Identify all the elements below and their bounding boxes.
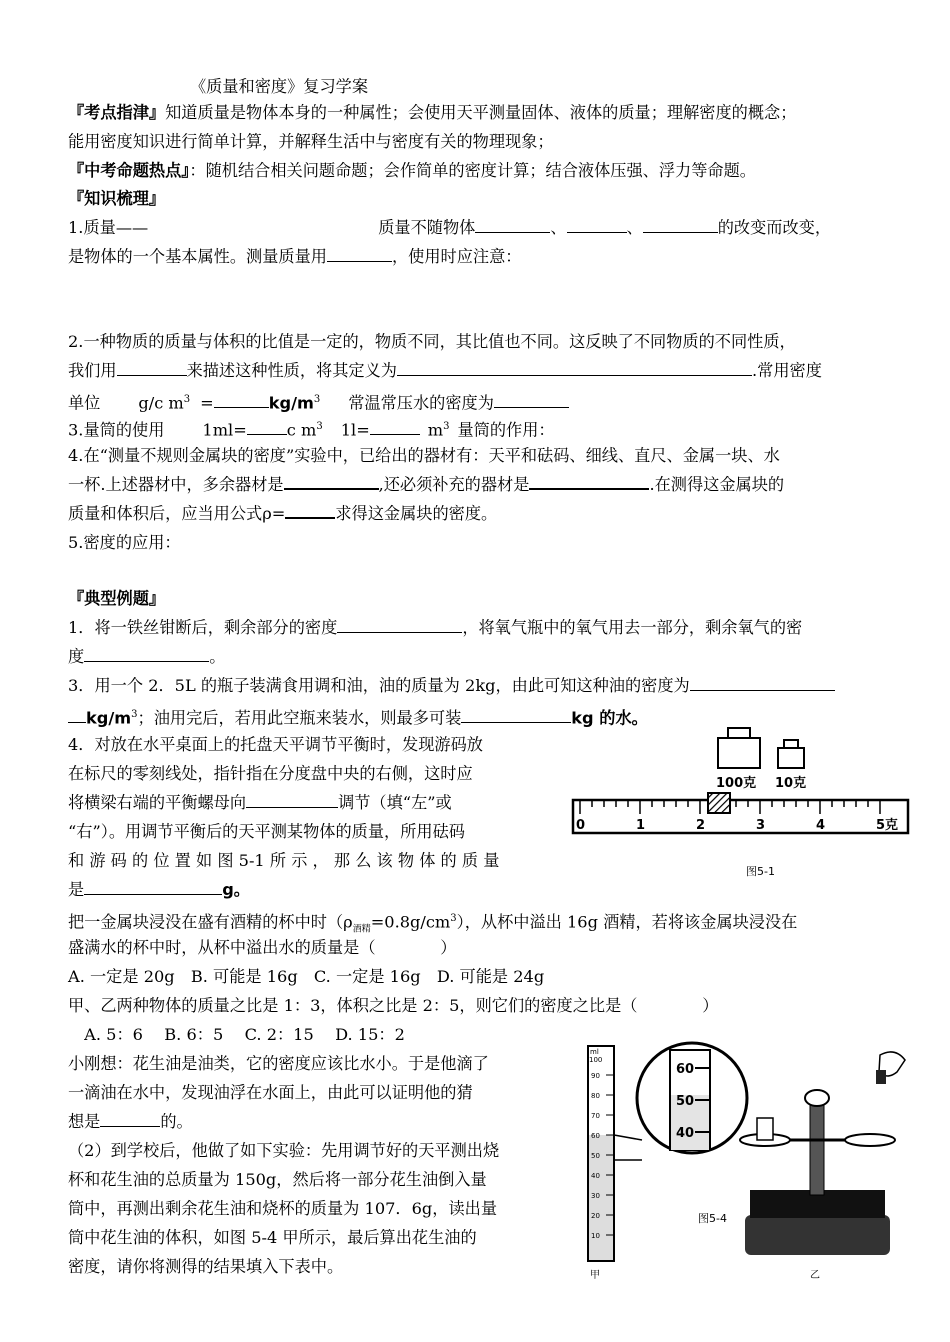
dianxing-heading: 『典型例题』 [68,589,166,608]
e4-line1: 4．对放在水平桌面上的托盘天平调节平衡时，发现游码放 [68,735,483,754]
e1-d: 。 [209,647,226,666]
e4-line5: 和 游 码 的 位 置 如 图 5-1 所 示 ， 那 么 该 物 体 的 质 量 [68,851,500,870]
cylinder-tick-label: 90 [591,1072,600,1080]
e5-options: A. 一定是 20g B. 可能是 16g C. 一定是 16g D. 可能是 24g [68,967,545,986]
kaodian-line [68,98,796,127]
e4-l3a: 将横梁右端的平衡螺母向 [68,793,247,812]
scale-tick-label: 5克 [876,818,899,833]
scale-bar [573,800,908,833]
k3-a: 3.量筒的使用 [68,420,165,440]
k4-e: 质量和体积后，应当用公式ρ= [68,504,286,523]
redian-text: ：随机结合相关问题命题；会作简单的密度计算；结合液体压强、浮力等命题。 [189,161,756,180]
blank[interactable] [494,389,569,408]
e4-l6b: g。 [222,880,250,899]
zhishi-heading: 『知识梳理』 [68,189,166,208]
cylinder-tick-label: 60 [591,1132,600,1140]
e1-a: 1．将一铁丝钳断后，剩余部分的密度 [68,618,338,637]
e3-d: kg 的水。 [571,708,648,728]
e1-b: ，将氧气瓶中的氧气用去一部分，剩余氧气的密 [462,618,803,637]
blank[interactable] [285,499,335,519]
e5-line2: 盛满水的杯中时，从杯中溢出水的质量是（ ） [68,938,457,957]
cylinder-tick-label: 30 [591,1192,600,1200]
e3-line2: $kg/m^3$；油用完后，若用此空瓶来装水，则最多可装 kg 的水。 [68,700,648,732]
e1-line2 [68,642,225,671]
e7-line8: 密度，请你将测得的结果填入下表中。 [68,1257,344,1276]
k2-d: .常用密度 [752,361,822,380]
e7-line3 [68,1107,193,1136]
k4-d: .在测得这金属块的 [649,475,785,494]
k3-c: c m [286,420,317,440]
zoom-tick-label: 60 [676,1062,695,1077]
e4-l6a: 是 [68,880,85,899]
blank[interactable] [567,214,627,233]
scale-tick-label: 2 [696,818,706,833]
weight-100g-icon [718,728,760,768]
e5-line1: 把一金属块浸没在盛有酒精的杯中时$(\rho_{酒精}=0.8g/cm^3)$，从杯中溢出 16g 酒精，若将该金属块浸没在 [68,912,798,935]
cylinder-unit: ml [590,1048,599,1056]
kaodian-label: 『考点指津』 [68,103,166,122]
scale-tick-label: 0 [576,818,586,833]
blank[interactable] [397,357,752,376]
blank[interactable] [84,643,209,662]
e4-line2: 在标尺的零刻线处，指针指在分度盘中央的右侧，这时应 [68,764,473,783]
k3-d: 1l= [340,420,370,440]
scale-tick-label: 4 [816,818,826,833]
e4-line4: “右”）。用调节平衡后的天平测某物体的质量，所用砝码 [68,822,465,841]
scale-tick-label: 3 [756,818,766,833]
kaodian-text: 知道质量是物体本身的一种属性；会使用天平测量固体、液体的质量；理解密度的概念； [165,103,797,122]
figure-5-4 [580,1040,920,1285]
blank[interactable] [475,214,550,233]
k2-line2 [68,356,822,385]
k2-line1: 2.一种物质的质量与体积的比值是一定的，物质不同，其比值也不同。这反映了不同物质的不同性质， [68,332,796,351]
redian-line [68,156,756,185]
k2-b: 我们用 [68,361,117,380]
k3-b: 1ml= [202,420,247,440]
e6-options: A. 5：6 B. 6：5 C. 2：15 D. 15：2 [68,1025,405,1044]
kaodian-line2: 能用密度知识进行简单计算，并解释生活中与密度有关的物理现象； [68,132,554,151]
k1-e: 的改变而改变， [717,218,832,237]
rider [708,793,730,813]
redian-label: 『中考命题热点』 [68,161,190,180]
e3-line1 [68,671,835,700]
zoom-tick-label: 40 [676,1126,695,1141]
cylinder-top-label: 100 [589,1056,603,1064]
e7-line1: 小刚想：花生油是油类，它的密度应该比水小。于是他滴了 [68,1054,489,1073]
k3-f: 量筒的作用： [457,420,555,440]
cylinder-tick-label: 80 [591,1092,600,1100]
weight-100g-label: 100克 [716,776,757,791]
blank[interactable] [461,704,571,723]
e7-l3a: 想是 [68,1112,101,1131]
blank[interactable] [643,214,718,233]
e7-line2: 一滴油在水中，发现油浮在水面上，由此可以证明他的猜 [68,1083,473,1102]
e3-a: 3．用一个 2．5L 的瓶子装满食用调和油，油的质量为 2kg，由此可知这种油的密度为 [68,676,690,695]
cylinder-tick-label: 50 [591,1152,600,1160]
k4-f: 求得这金属块的密度。 [335,504,498,523]
figure-5-1 [568,725,913,885]
cylinder-tick-label: 70 [591,1112,600,1120]
figure-5-1-caption: 图5-1 [746,865,775,878]
k1-c: 、 [550,218,567,237]
cylinder-tick-label: 10 [591,1232,600,1240]
cylinder-tick-label: 20 [591,1212,600,1220]
blank[interactable] [370,416,420,435]
k1-g: ，使用时应注意： [392,247,522,266]
k2-i: 常温常压水的密度为 [348,393,494,413]
k2-g: = [200,393,214,413]
e7-line5: 杯和花生油的总质量为 150g，然后将一部分花生油倒入量 [68,1170,487,1189]
blank[interactable] [246,789,338,808]
k1-d: 、 [626,218,643,237]
figure-5-4-caption: 图5-4 [698,1212,727,1225]
k2-f: g/c m [138,393,184,413]
scale-tick-label: 1 [636,818,646,833]
blank[interactable] [214,389,269,408]
cylinder-tick-label: 40 [591,1172,600,1180]
k1-b: 质量不随物体 [378,218,476,237]
e6-line1: 甲、乙两种物体的质量之比是 1：3，体积之比是 2：5，则它们的密度之比是（ ） [68,996,719,1015]
k4-line3 [68,499,497,528]
yi-label: 乙 [810,1270,820,1281]
e1-c: 度 [68,647,85,666]
blank[interactable] [100,1108,160,1127]
e7-line4: （2）到学校后，他做了如下实验：先用调节好的天平测出烧 [68,1141,500,1160]
document-title: 《质量和密度》复习学案 [190,77,369,96]
e7-l3b: 的。 [160,1112,193,1131]
blank[interactable] [247,416,287,435]
k5-line: 5.密度的应用： [68,533,181,552]
k4-c: ,还必须补充的器材是 [378,475,530,494]
k3-e: m [427,420,444,440]
blank[interactable] [690,672,835,691]
k4-line1: 4.在“测量不规则金属块的密度”实验中，已给出的器材有：天平和砝码、细线、直尺、金属一块、水 [68,446,780,465]
k4-b: 一杯.上述器材中，多余器材是 [68,475,284,494]
blank[interactable] [68,704,86,723]
balance-icon [740,1052,905,1255]
weight-10g-label: 10克 [775,776,807,791]
k3-line: 3.量筒的使用 1ml= c $m^3$ $1l= m^3$ 量筒的作用： [68,412,555,444]
k1-f: 是物体的一个基本属性。测量质量用 [68,247,327,266]
e7-line6: 筒中，再测出剩余花生油和烧杯的质量为 107．6g，读出量 [68,1199,498,1218]
e7-line7: 筒中花生油的体积，如图 5-4 甲所示，最后算出花生油的 [68,1228,477,1247]
k1-line1 [68,213,831,242]
e5-a: 把一金属块浸没在盛有酒精的杯中时（ρ [68,912,353,932]
e4-line3 [68,788,452,817]
k4-line2 [68,470,784,499]
k2-h: kg/m [268,393,314,413]
e4-line6 [68,875,250,904]
k2-e: 单位 [68,393,101,413]
k2-c: 来描述这种性质，将其定义为 [186,361,397,380]
weight-10g-icon [778,740,804,768]
e3-b: kg/m [86,708,132,728]
zoom-tick-label: 50 [676,1094,695,1109]
k1-a: 1.质量—— [68,218,149,237]
blank[interactable] [84,876,222,895]
blank[interactable] [529,470,649,490]
e1-line1 [68,613,802,642]
e3-c: ；油用完后，若用此空瓶来装水，则最多可装 [137,708,462,728]
blank[interactable] [327,243,392,262]
e5-sub: 酒精 [352,924,371,935]
blank[interactable] [337,614,462,633]
k1-line2 [68,242,522,271]
e5-b: =0.8g/cm [370,912,451,932]
e4-l3b: 调节（填“左”或 [338,793,452,812]
e5-c: ），从杯中溢出 16g 酒精，若将该金属块浸没在 [456,912,798,932]
blank[interactable] [117,357,187,376]
k2-line3: 单位 g/c $m^3 = kg/m^3$ 常温常压水的密度为 [68,385,569,417]
blank[interactable] [284,470,379,490]
jia-label: 甲 [590,1270,600,1281]
